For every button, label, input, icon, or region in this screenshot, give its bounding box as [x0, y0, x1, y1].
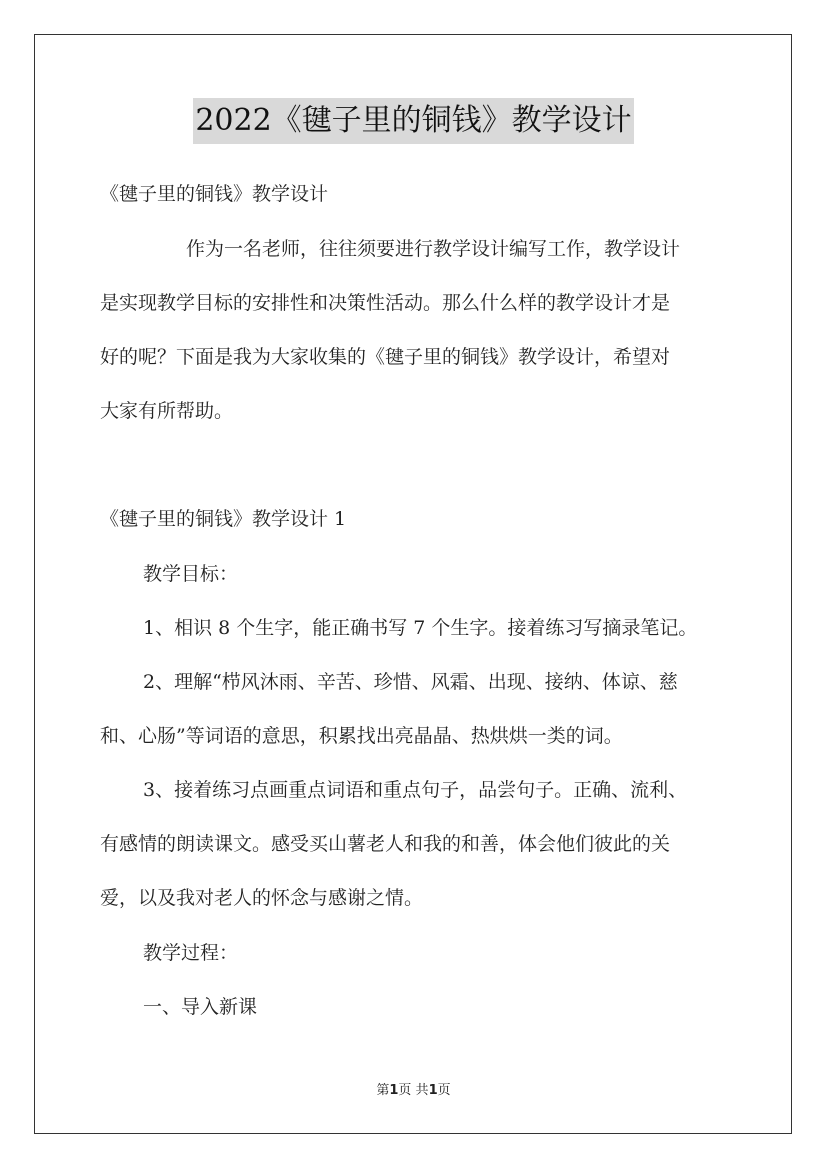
goal-line-6: 爱，以及我对老人的怀念与感谢之情。 — [100, 887, 424, 909]
intro-line-1: 作为一名老师，往往须要进行教学设计编写工作，教学设计 — [186, 238, 681, 260]
footer-page-prefix: 第 — [376, 1083, 390, 1098]
intro-line-3: 好的呢？下面是我为大家收集的《毽子里的铜钱》教学设计，希望对 — [100, 346, 671, 368]
footer-page-total: 1 — [428, 1083, 438, 1098]
footer-page-mid: 页 共 — [398, 1083, 429, 1098]
goal-line-4: 3、接着练习点画重点词语和重点句子，品尝句子。正确、流利、 — [143, 779, 688, 801]
document-title: 2022《毽子里的铜钱》教学设计 — [193, 98, 633, 144]
goal-line-5: 有感情的朗读课文。感受买山薯老人和我的和善，体会他们彼此的关 — [100, 833, 671, 855]
document-subtitle: 《毽子里的铜钱》教学设计 — [100, 183, 329, 205]
page-footer — [0, 1082, 827, 1100]
section-heading: 《毽子里的铜钱》教学设计 1 — [100, 508, 347, 530]
goals-heading: 教学目标： — [143, 563, 239, 585]
intro-line-2: 是实现教学目标的安排性和决策性活动。那么什么样的教学设计才是 — [100, 292, 671, 314]
footer-page-current: 1 — [389, 1083, 399, 1098]
footer-page-suffix: 页 — [437, 1083, 451, 1098]
goal-line-1: 1、相识 8 个生字，能正确书写 7 个生字。接着练习写摘录笔记。 — [143, 617, 698, 639]
intro-line-4: 大家有所帮助。 — [100, 400, 234, 422]
goal-line-3: 和、心肠”等词语的意思，积累找出亮晶晶、热烘烘一类的词。 — [100, 725, 623, 747]
step-one-heading: 一、导入新课 — [143, 996, 258, 1018]
document-title-wrapper — [0, 98, 827, 148]
goal-line-2: 2、理解“栉风沐雨、辛苦、珍惜、风霜、出现、接纳、体谅、慈 — [143, 671, 678, 693]
process-heading: 教学过程： — [143, 942, 239, 964]
